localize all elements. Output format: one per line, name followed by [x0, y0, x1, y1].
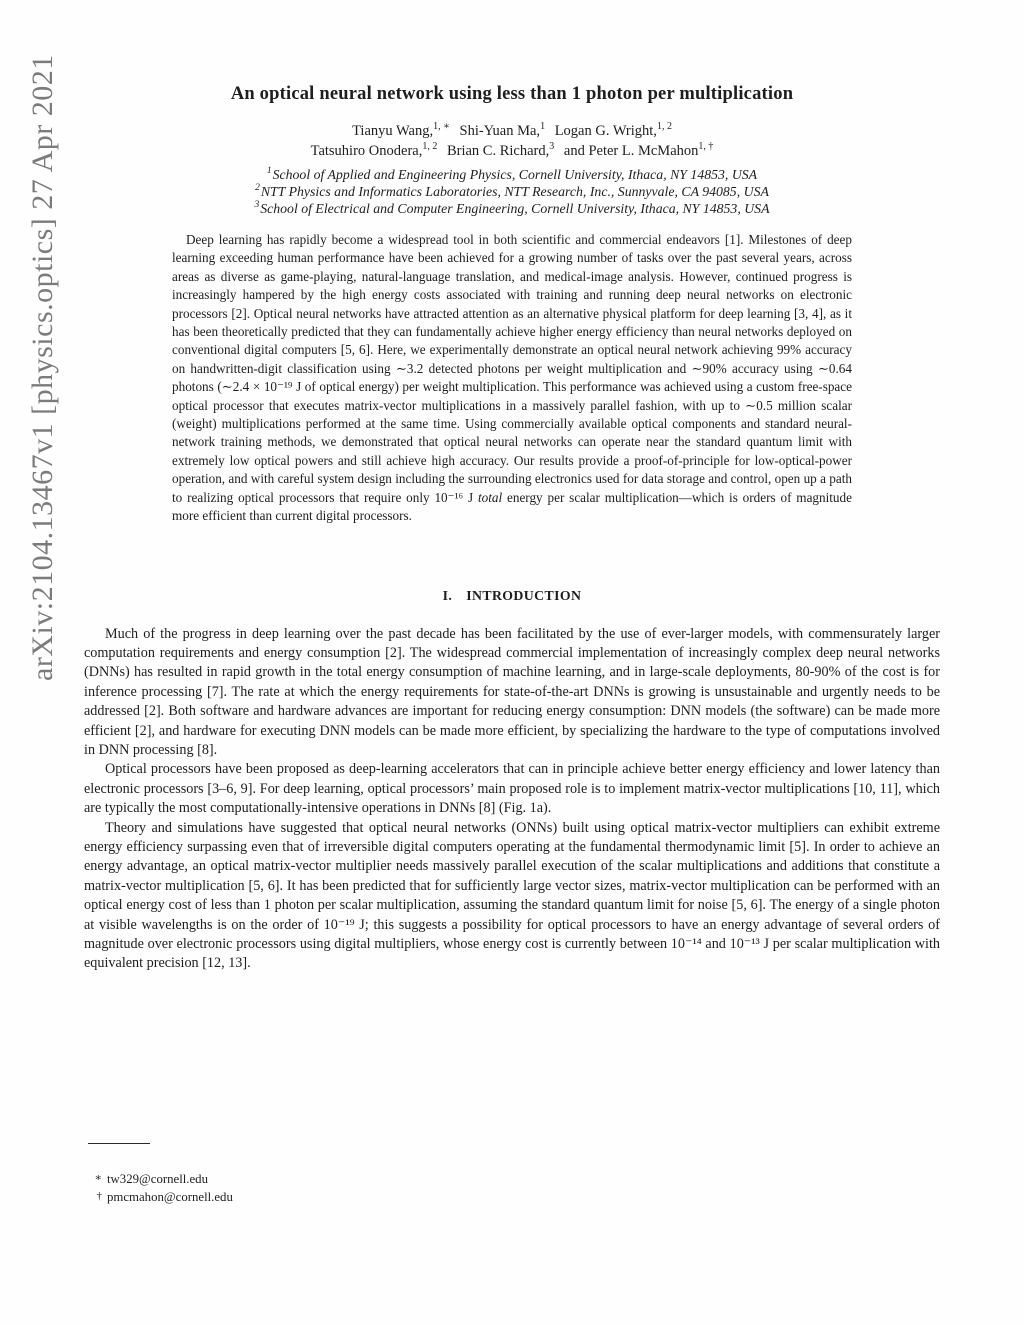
- author-affiliation-marker: 1: [540, 121, 546, 133]
- section-heading-introduction: [0, 588, 1024, 604]
- affiliation-marker: 3: [254, 200, 260, 211]
- affiliation-marker: 1: [266, 166, 272, 177]
- abstract-text: energy per scalar multiplication—which is orders of magnitude more efficient than current digital processors.: [172, 489, 852, 524]
- affiliation-text: School of Applied and Engineering Physics, Cornell University, Ithaca, NY 14853, USA: [272, 167, 758, 182]
- author-list: [0, 121, 1024, 161]
- affiliation: [0, 183, 1024, 200]
- footnote-author-email: [88, 1188, 488, 1206]
- author-name: and Peter L. McMahon: [563, 143, 699, 159]
- author-affiliation-marker: 1, ∗: [433, 121, 450, 133]
- affiliation-marker: 2: [255, 183, 260, 194]
- abstract-italic-word: total: [477, 489, 503, 505]
- author: [352, 123, 450, 139]
- intro-paragraph-3: Theory and simulations have suggested that optical neural networks (ONNs) built using optical matrix-vector multipliers can exhibit extreme energy efficiency surpassing even that of irreversible digital computers operating at the fundamental thermodynamic limit [5]. In order to achieve an energy advantage, an optical matrix-vector multiplier needs massively parallel execution of the scalar multiplications and additions that constitute a matrix-vector multiplication [5, 6]. It has been predicted that for sufficiently large vector sizes, matrix-vector multiplication can be performed with an optical energy cost of less than 1 photon per scalar multiplication, assuming the standard quantum limit for noise [5, 6]. The energy of a single photon at visible wavelengths is on the order of 10⁻¹⁹ J; this suggests a possibility for optical processors to have an energy advantage of several orders of magnitude over electronic processors using digital multipliers, whose energy cost is currently between 10⁻¹⁴ and 10⁻¹³ J per scalar multiplication with equivalent precision [12, 13].: [84, 819, 940, 972]
- paper-page: arXiv:2104.13467v1 [physics.optics] 27 Apr 2021 An optical neural network using less than 1 photon per multiplication Tianyu Wang,$^{1, ∗}$ Shi-Yuan Ma,$^1$ Logan G. Wright,$^{1, 2}$ Tatsuhiro Onodera,$^{1, 2}$ Brian C. Richard,$^3$ and Peter L. McMahon$^{1, \dagger}$ $^1$School of Applied and Engineering Physics, Cornell University, Ithaca, NY 14853, USA $^2$NTT Physics and Informatics Laboratories, NTT Research, Inc., Sunnyvale, CA 94085, USA $^3$School of Electrical and Computer Engineering, Cornell University, Ithaca, NY 14853, USA Deep learning has rapidly become a widespread tool in both scientific and commercial endeavors [1]. Milestones of deep learning exceeding human performance have been achieved for a growing number of tasks over the past several years, across areas as diverse as game-playing, natural-language translation, and medical-image analysis. However, continued progress is increasingly hampered by the high energy costs associated with training and running deep neural networks on electronic processors [2]. Optical neural networks have attracted attention as an alternative physical platform for deep learning [3, 4], as it has been theoretically predicted that they can fundamentally achieve higher energy efficiency than neural networks deployed on conventional digital computers [5, 6]. Here, we experimentally demonstrate an optical neural network achieving 99% accuracy on handwritten-digit classification using ∼3.2 detected photons per weight multiplication and ∼90% accuracy using ∼0.64 photons (∼2.4 × 10⁻¹⁹ J of optical energy) per weight multiplication. This performance was achieved using a custom free-space optical processor that executes matrix-vector multiplications in a massively parallel fashion, with up to ∼0.5 million scalar (weight) multiplications performed at the same time. Using commercially available optical components and standard neural-network training methods, we demonstrated that optical neural networks can operate near the standard quantum limit with extremely low optical powers and still achieve high accuracy. Our results provide a proof-of-principle for low-optical-power operation, and with careful system design including the surrounding electronics used for data storage and control, open up a path to realizing optical processors that require only 10⁻¹⁶ J total energy per scalar multiplication—which is orders of magnitude more efficient than current digital processors. I. INTRODUCTION Much of the progress in deep learning over the past decade has been facilitated by the use of ever-larger models, with commensurately larger computation requirements and energy consumption [2]. The widespread commercial implementation of increasingly complex deep neural networks (DNNs) has resulted in rapid growth in the total energy consumption of machine learning, and in large-scale deployments, 80-90% of the cost is for inference processing [7]. The rate at which the energy requirements for state-of-the-art DNNs is growing is unsustainable and urgently needs to be addressed [2]. Both software and hardware advances are important for reducing energy consumption: DNN models (the software) can be made more efficient [2], and hardware for executing DNN models can be made more efficient, by specializing the hardware to the type of computations involved in DNN processing [8]. Optical processors have been proposed as deep-learning accelerators that can in principle achieve better energy efficiency and lower latency than electronic processors [3–6, 9]. For deep learning, optical processors’ main proposed role is to implement matrix-vector multiplications [10, 11], which are typically the most computationally-intensive operations in DNNs [8] (Fig. 1a). Theory and simulations have suggested that optical neural networks (ONNs) built using optical matrix-vector multipliers can exhibit extreme energy efficiency surpassing even that of irreversible digital computers operating at the fundamental thermodynamic limit [5]. In order to achieve an energy advantage, an optical matrix-vector multiplier needs massively parallel execution of the scalar multiplications and additions that constitute a matrix-vector multiplication [5, 6]. It has been predicted that for sufficiently large vector sizes, matrix-vector multiplication can be performed with an optical energy cost of less than 1 photon per scalar multiplication, assuming the standard quantum limit for noise [5, 6]. The energy of a single photon at visible wavelengths is on the order of 10⁻¹⁹ J; this suggests a possibility for optical processors to have an energy advantage of several orders of magnitude over electronic processors using digital multipliers, whose energy cost is currently between 10⁻¹⁴ and 10⁻¹³ J per scalar multiplication with equivalent precision [12, 13]. ∗ tw329@cornell.edu † pmcmahon@cornell.edu: [0, 0, 1024, 1325]
- author-line-1: [0, 121, 1024, 141]
- abstract: [172, 231, 852, 526]
- author-line-2: [0, 141, 1024, 161]
- affiliation-text: NTT Physics and Informatics Laboratories, NTT Research, Inc., Sunnyvale, CA 94085, USA: [260, 184, 769, 199]
- author: [564, 143, 714, 159]
- abstract-text: Deep learning has rapidly become a widespread tool in both scientific and commercial endeavors [1]. Milestones of deep learning exceeding human performance have been achieved for a growing number of tasks over the past several years, across areas as diverse as game-playing, natural-language translation, and medical-image analysis. However, continued progress is increasingly hampered by the high energy costs associated with training and running deep neural networks on electronic processors [2]. Optical neural networks have attracted attention as an alternative physical platform for deep learning [3, 4], as it has been theoretically predicted that they can fundamentally achieve higher energy efficiency than neural networks deployed on conventional digital computers [5, 6]. Here, we experimentally demonstrate an optical neural network achieving 99% accuracy on handwritten-digit classification using ∼3.2 detected photons per weight multiplication and ∼90% accuracy using ∼0.64 photons (∼2.4 × 10⁻¹⁹ J of optical energy) per weight multiplication. This performance was achieved using a custom free-space optical processor that executes matrix-vector multiplications in a massively parallel fashion, with up to ∼0.5 million scalar (weight) multiplications performed at the same time. Using commercially available optical components and standard neural-network training methods, we demonstrated that optical neural networks can operate near the standard quantum limit with extremely low optical powers and still achieve high accuracy. Our results provide a proof-of-principle for low-optical-power operation, and with careful system design including the surrounding electronics used for data storage and control, open up a path to realizing optical processors that require only 10⁻¹⁶ J: [172, 232, 852, 505]
- author-affiliation-marker: 1, 2: [422, 141, 438, 153]
- intro-paragraph-1: Much of the progress in deep learning over the past decade has been facilitated by the use of ever-larger models, with commensurately larger computation requirements and energy consumption [2]. The widespread commercial implementation of increasingly complex deep neural networks (DNNs) has resulted in rapid growth in the total energy consumption of machine learning, and in large-scale deployments, 80-90% of the cost is for inference processing [7]. The rate at which the energy requirements for state-of-the-art DNNs is growing is unsustainable and urgently needs to be addressed [2]. Both software and hardware advances are important for reducing energy consumption: DNN models (the software) can be made more efficient [2], and hardware for executing DNN models can be made more efficient, by specializing the hardware to the type of computations involved in DNN processing [8].: [84, 625, 940, 758]
- introduction-body: [84, 625, 940, 974]
- author-name: Brian C. Richard,: [446, 143, 550, 159]
- footnote-email-link[interactable]: pmcmahon@cornell.edu: [107, 1189, 233, 1204]
- affiliation-text: School of Electrical and Computer Engineering, Cornell University, Ithaca, NY 14853, USA: [260, 201, 770, 216]
- author: [460, 123, 546, 139]
- section-number: I.: [442, 587, 453, 603]
- footnote-author-email: [88, 1170, 488, 1188]
- author-name: Tianyu Wang,: [352, 123, 434, 139]
- affiliation: [0, 166, 1024, 183]
- author-affiliation-marker: 1, †: [698, 141, 714, 153]
- footnote-marker: †: [96, 1189, 102, 1202]
- author: [447, 143, 554, 159]
- affiliation: [0, 200, 1024, 217]
- author-name: Logan G. Wright,: [554, 123, 657, 139]
- author-name: Tatsuhiro Onodera,: [310, 143, 423, 159]
- author-name: Shi-Yuan Ma,: [459, 123, 541, 139]
- author-affiliation-marker: 1, 2: [656, 121, 672, 133]
- paper-title: An optical neural network using less than 1 photon per multiplication: [230, 84, 794, 104]
- footnote-area: [88, 1143, 488, 1205]
- author-affiliation-marker: 3: [549, 141, 555, 153]
- author: [311, 143, 438, 159]
- author: [555, 123, 672, 139]
- footnote-email-link[interactable]: tw329@cornell.edu: [107, 1172, 208, 1186]
- footnote-divider: [88, 1143, 150, 1144]
- footnote-marker: ∗: [94, 1172, 102, 1184]
- affiliation-list: [0, 166, 1024, 217]
- section-title: INTRODUCTION: [466, 587, 582, 603]
- intro-paragraph-2: Optical processors have been proposed as deep-learning accelerators that can in principle achieve better energy efficiency and lower latency than electronic processors [3–6, 9]. For deep learning, optical processors’ main proposed role is to implement matrix-vector multiplications [10, 11], which are typically the most computationally-intensive operations in DNNs [8] (Fig. 1a).: [84, 761, 940, 817]
